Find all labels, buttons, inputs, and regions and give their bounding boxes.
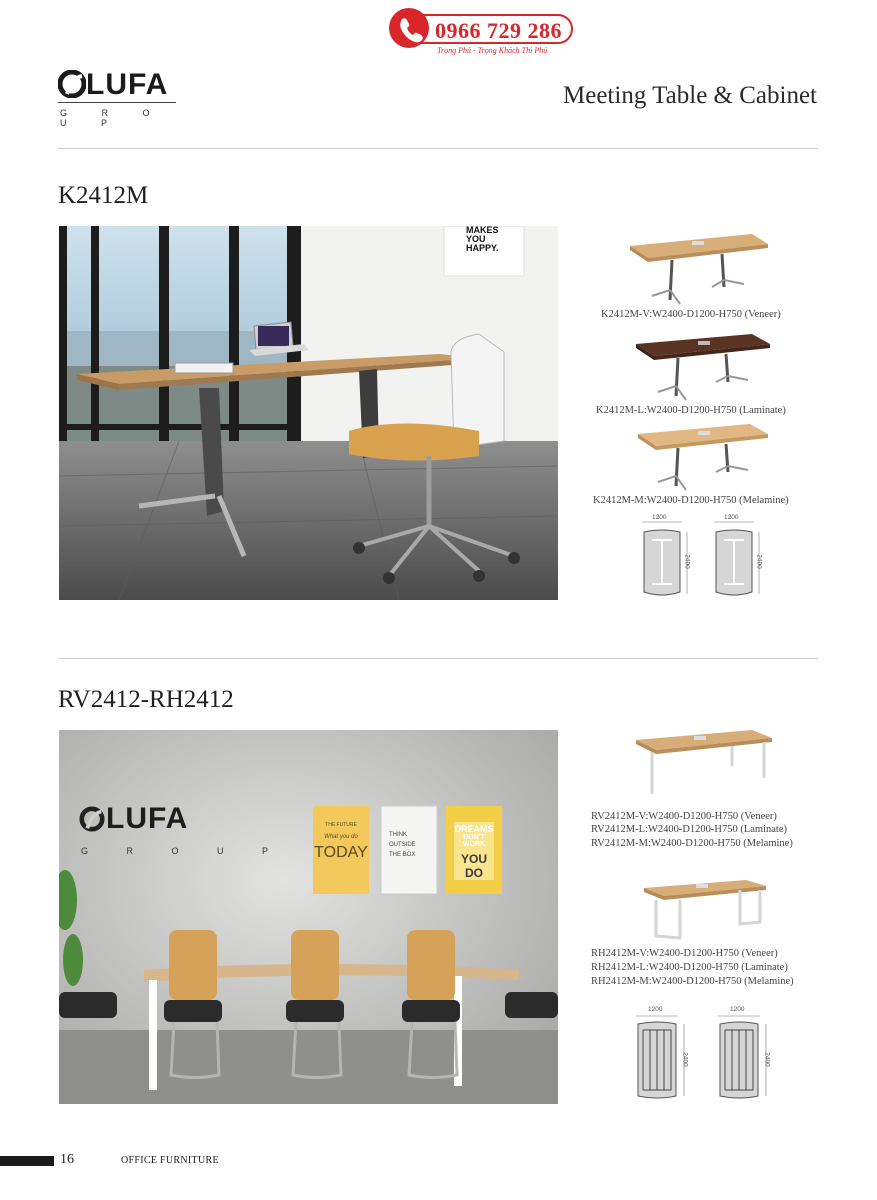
k2412m-l-table-image xyxy=(630,330,775,405)
logo-mark-icon xyxy=(58,70,86,98)
dim-width-label: 1200 xyxy=(648,1006,663,1013)
footer-label: OFFICE FURNITURE xyxy=(121,1155,219,1166)
dim-length-label: 2400 xyxy=(755,554,763,569)
poster-3-main: YOU DO xyxy=(460,852,487,880)
page-title: Meeting Table & Cabinet xyxy=(563,82,817,109)
variant-caption: K2412M-V:W2400-D1200-H750 (Veneer) xyxy=(601,309,781,320)
poster-3 xyxy=(454,824,494,880)
divider-top xyxy=(58,148,818,149)
logo-underline xyxy=(58,102,176,103)
wall-logo-subtext: G R O U P xyxy=(81,846,287,856)
hotline-number[interactable]: 0966 729 286 xyxy=(435,18,562,43)
footer-bar xyxy=(0,1156,54,1166)
rh-caption: RH2412M-M:W2400-D1200-H750 (Melamine) xyxy=(591,976,794,987)
poster-1-top: THE FUTURE xyxy=(325,822,357,828)
rh2412-table-image xyxy=(640,876,770,946)
hotline-slogan: Trọng Phú - Trọng Khách Thì Phú xyxy=(437,46,548,55)
logo-word: LUFA xyxy=(86,68,169,101)
rv-caption: RV2412M-V:W2400-D1200-H750 (Veneer) xyxy=(591,811,777,822)
k2412m-room-photo xyxy=(59,226,558,600)
section-title-k2412m: K2412M xyxy=(58,182,149,209)
variant-caption: K2412M-L:W2400-D1200-H750 (Laminate) xyxy=(596,405,786,416)
phone-icon xyxy=(389,8,429,48)
rv-caption: RV2412M-L:W2400-D1200-H750 (Laminate) xyxy=(591,824,787,835)
k2412m-plan-diagram xyxy=(632,512,782,604)
rh-caption: RH2412M-V:W2400-D1200-H750 (Veneer) xyxy=(591,948,778,959)
page-number: 16 xyxy=(60,1152,74,1167)
rv-rh-plan-diagram xyxy=(630,1004,780,1104)
rv-rh-room-photo xyxy=(59,730,558,1104)
poster-2 xyxy=(389,830,433,860)
poster-1-main: TODAY xyxy=(314,844,368,861)
wall-logo-mark-icon xyxy=(79,806,105,832)
wall-logo-word: LUFA xyxy=(106,802,189,835)
dim-length-label: 2400 xyxy=(681,1052,689,1067)
poster-1-mid: What you do xyxy=(324,834,358,840)
dim-width-label: 1200 xyxy=(724,514,739,521)
rv-caption: RV2412M-M:W2400-D1200-H750 (Melamine) xyxy=(591,838,793,849)
section-title-rv-rh: RV2412-RH2412 xyxy=(58,686,234,713)
brand-logo xyxy=(58,66,183,128)
rv2412-table-image xyxy=(632,726,777,806)
k2412m-v-table-image xyxy=(622,232,772,307)
dim-width-label: 1200 xyxy=(730,1006,745,1013)
logo-subtext: G R O U P xyxy=(60,108,166,128)
dim-width-label: 1200 xyxy=(652,514,667,521)
variant-caption: K2412M-M:W2400-D1200-H750 (Melamine) xyxy=(593,495,789,506)
poster-1 xyxy=(313,822,369,862)
divider-middle xyxy=(58,658,818,659)
hotline-badge[interactable] xyxy=(389,6,575,54)
poster-3-top: DREAMS xyxy=(454,824,494,834)
wall-poster-text: MAKES YOU HAPPY. xyxy=(466,226,499,253)
rh-caption: RH2412M-L:W2400-D1200-H750 (Laminate) xyxy=(591,962,788,973)
dim-length-label: 2400 xyxy=(763,1052,771,1067)
poster-2-mid: OUTSIDE xyxy=(389,842,416,848)
poster-2-top: THINK xyxy=(389,832,407,838)
poster-3-mid: DON'T WORK xyxy=(462,834,486,848)
poster-2-main: THE BOX xyxy=(389,852,416,858)
dim-length-label: 2400 xyxy=(683,554,691,569)
k2412m-m-table-image xyxy=(632,420,772,495)
